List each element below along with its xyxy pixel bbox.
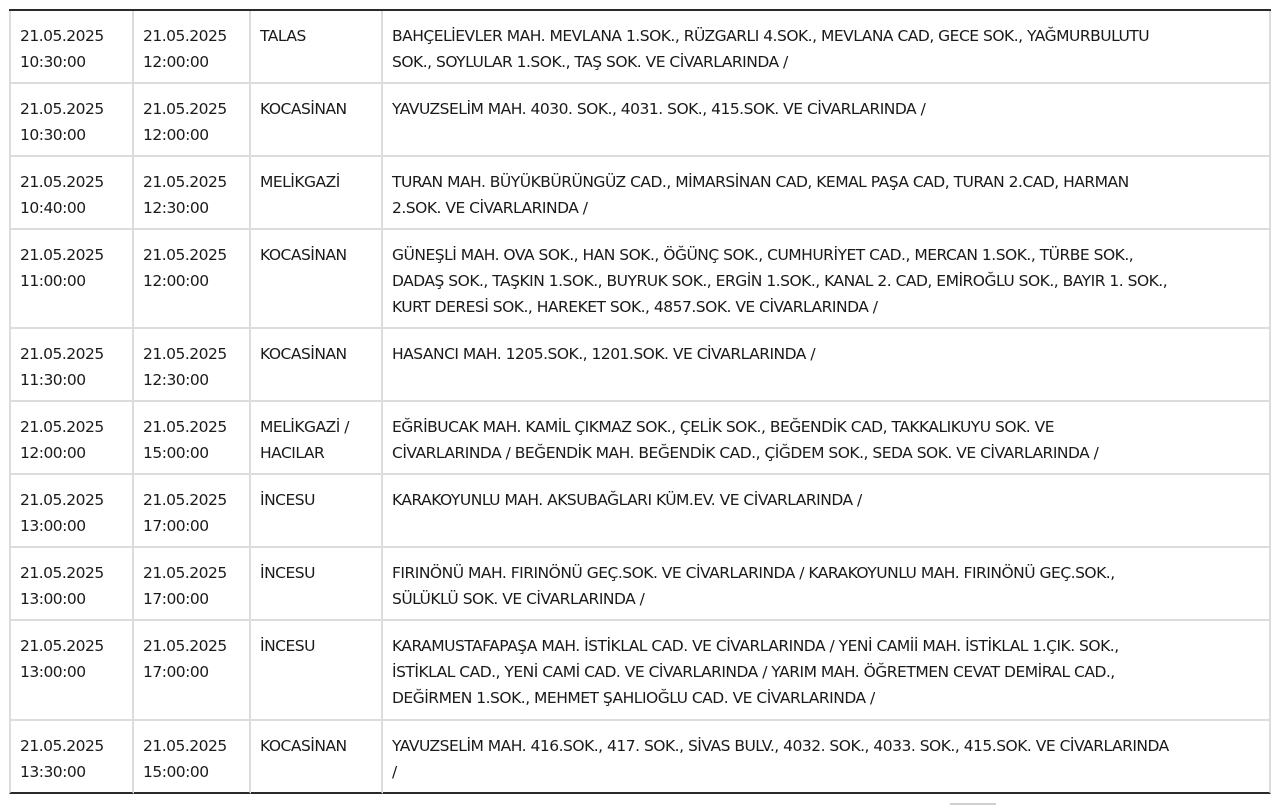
outage-table-body: [9, 11, 1271, 794]
end-time: 12:30:00: [143, 371, 209, 389]
district-cell: [251, 721, 383, 794]
start-datetime-cell: [9, 84, 134, 157]
district-name: KOCASİNAN: [260, 100, 347, 118]
start-date: 21.05.2025: [20, 737, 104, 755]
end-datetime-cell: [134, 230, 251, 329]
affected-area-cell: [383, 84, 1271, 157]
end-datetime-cell: [134, 11, 251, 84]
outage-table: [9, 11, 1271, 794]
end-date: 21.05.2025: [143, 637, 227, 655]
district-name: İNCESU: [260, 564, 315, 582]
affected-area-line: YAVUZSELİM MAH. 4030. SOK., 4031. SOK., 415.SOK. VE CİVARLARINDA /: [392, 100, 926, 118]
affected-area-cell: [383, 721, 1271, 794]
start-time: 13:30:00: [20, 763, 86, 781]
end-time: 17:00:00: [143, 663, 209, 681]
start-time: 13:00:00: [20, 517, 86, 535]
affected-area-line: İSTİKLAL CAD., YENİ CAMİ CAD. VE CİVARLARINDA / YARIM MAH. ÖĞRETMEN CEVAT DEMİRAL CAD.,: [392, 663, 1115, 681]
district-name: KOCASİNAN: [260, 345, 347, 363]
end-date: 21.05.2025: [143, 27, 227, 45]
start-datetime-cell: [9, 402, 134, 475]
start-time: 13:00:00: [20, 663, 86, 681]
end-date: 21.05.2025: [143, 491, 227, 509]
start-time: 10:30:00: [20, 53, 86, 71]
district-cell: [251, 548, 383, 621]
start-date: 21.05.2025: [20, 345, 104, 363]
start-datetime-cell: [9, 157, 134, 230]
district-name: TALAS: [260, 27, 306, 45]
district-cell: [251, 84, 383, 157]
start-date: 21.05.2025: [20, 246, 104, 264]
district-cell: [251, 621, 383, 721]
end-date: 21.05.2025: [143, 100, 227, 118]
affected-area-line: EĞRİBUCAK MAH. KAMİL ÇIKMAZ SOK., ÇELİK SOK., BEĞENDİK CAD, TAKKALIKUYU SOK. VE: [392, 418, 1054, 436]
affected-area-cell: [383, 475, 1271, 548]
start-datetime-cell: [9, 329, 134, 402]
start-time: 11:30:00: [20, 371, 86, 389]
district-cell: [251, 11, 383, 84]
end-date: 21.05.2025: [143, 564, 227, 582]
affected-area-line: FIRINÖNÜ MAH. FIRINÖNÜ GEÇ.SOK. VE CİVARLARINDA / KARAKOYUNLU MAH. FIRINÖNÜ GEÇ.SOK.,: [392, 564, 1115, 582]
end-time: 17:00:00: [143, 517, 209, 535]
affected-area-cell: [383, 230, 1271, 329]
table-row: [9, 230, 1271, 329]
end-datetime-cell: [134, 402, 251, 475]
affected-area-line: HASANCI MAH. 1205.SOK., 1201.SOK. VE CİVARLARINDA /: [392, 345, 816, 363]
affected-area-line: SOK., SOYLULAR 1.SOK., TAŞ SOK. VE CİVARLARINDA /: [392, 53, 788, 71]
affected-area-line: BAHÇELİEVLER MAH. MEVLANA 1.SOK., RÜZGARLI 4.SOK., MEVLANA CAD, GECE SOK., YAĞMURBULUTU: [392, 27, 1150, 45]
start-date: 21.05.2025: [20, 564, 104, 582]
start-time: 13:00:00: [20, 590, 86, 608]
start-datetime-cell: [9, 475, 134, 548]
district-cell: [251, 402, 383, 475]
end-time: 12:00:00: [143, 126, 209, 144]
affected-area-line: DADAŞ SOK., TAŞKIN 1.SOK., BUYRUK SOK., ERGİN 1.SOK., KANAL 2. CAD, EMİROĞLU SOK., BAYIR 1. SOK.,: [392, 272, 1168, 290]
district-cell: [251, 157, 383, 230]
affected-area-line: 2.SOK. VE CİVARLARINDA /: [392, 199, 588, 217]
start-date: 21.05.2025: [20, 637, 104, 655]
affected-area-line: TURAN MAH. BÜYÜKBÜRÜNGÜZ CAD., MİMARSİNAN CAD, KEMAL PAŞA CAD, TURAN 2.CAD, HARMAN: [392, 173, 1129, 191]
affected-area-cell: [383, 402, 1271, 475]
table-row: [9, 621, 1271, 721]
end-datetime-cell: [134, 329, 251, 402]
table-row: [9, 475, 1271, 548]
affected-area-cell: [383, 11, 1271, 84]
affected-area-line: DEĞİRMEN 1.SOK., MEHMET ŞAHLIOĞLU CAD. VE CİVARLARINDA /: [392, 689, 875, 707]
end-time: 15:00:00: [143, 763, 209, 781]
district-cell: [251, 475, 383, 548]
start-datetime-cell: [9, 230, 134, 329]
affected-area-line: KURT DERESİ SOK., HAREKET SOK., 4857.SOK. VE CİVARLARINDA /: [392, 298, 878, 316]
table-row: [9, 329, 1271, 402]
affected-area-line: KARAMUSTAFAPAŞA MAH. İSTİKLAL CAD. VE CİVARLARINDA / YENİ CAMİİ MAH. İSTİKLAL 1.ÇIK. SOK.,: [392, 637, 1119, 655]
start-date: 21.05.2025: [20, 100, 104, 118]
end-date: 21.05.2025: [143, 418, 227, 436]
start-datetime-cell: [9, 11, 134, 84]
scroll-hint-mark: [950, 803, 996, 805]
table-row: [9, 84, 1271, 157]
start-time: 11:00:00: [20, 272, 86, 290]
end-time: 12:00:00: [143, 53, 209, 71]
start-datetime-cell: [9, 721, 134, 794]
affected-area-cell: [383, 621, 1271, 721]
table-row: [9, 548, 1271, 621]
district-name: KOCASİNAN: [260, 737, 347, 755]
start-datetime-cell: [9, 548, 134, 621]
end-datetime-cell: [134, 621, 251, 721]
end-datetime-cell: [134, 548, 251, 621]
affected-area-line: /: [392, 763, 397, 781]
start-date: 21.05.2025: [20, 27, 104, 45]
affected-area-line: KARAKOYUNLU MAH. AKSUBAĞLARI KÜM.EV. VE CİVARLARINDA /: [392, 491, 862, 509]
district-name-2: HACILAR: [260, 444, 325, 462]
affected-area-line: GÜNEŞLİ MAH. OVA SOK., HAN SOK., ÖĞÜNÇ SOK., CUMHURİYET CAD., MERCAN 1.SOK., TÜRBE SOK.,: [392, 246, 1134, 264]
district-name: İNCESU: [260, 491, 315, 509]
start-date: 21.05.2025: [20, 418, 104, 436]
end-datetime-cell: [134, 84, 251, 157]
start-date: 21.05.2025: [20, 173, 104, 191]
end-datetime-cell: [134, 157, 251, 230]
district-cell: [251, 230, 383, 329]
table-row: [9, 11, 1271, 84]
district-name: İNCESU: [260, 637, 315, 655]
district-name: MELİKGAZİ: [260, 173, 340, 191]
end-date: 21.05.2025: [143, 173, 227, 191]
end-time: 12:30:00: [143, 199, 209, 217]
affected-area-line: SÜLÜKLÜ SOK. VE CİVARLARINDA /: [392, 590, 645, 608]
end-time: 12:00:00: [143, 272, 209, 290]
end-datetime-cell: [134, 475, 251, 548]
start-time: 10:30:00: [20, 126, 86, 144]
district-name: KOCASİNAN: [260, 246, 347, 264]
affected-area-line: YAVUZSELİM MAH. 416.SOK., 417. SOK., SİVAS BULV., 4032. SOK., 4033. SOK., 415.SOK. VE CİVARLARINDA: [392, 737, 1169, 755]
end-date: 21.05.2025: [143, 737, 227, 755]
district-name: MELİKGAZİ /: [260, 418, 349, 436]
affected-area-cell: [383, 329, 1271, 402]
table-row: [9, 721, 1271, 794]
end-date: 21.05.2025: [143, 345, 227, 363]
district-cell: [251, 329, 383, 402]
affected-area-cell: [383, 157, 1271, 230]
affected-area-line: CİVARLARINDA / BEĞENDİK MAH. BEĞENDİK CAD., ÇİĞDEM SOK., SEDA SOK. VE CİVARLARINDA /: [392, 444, 1099, 462]
end-time: 17:00:00: [143, 590, 209, 608]
end-date: 21.05.2025: [143, 246, 227, 264]
start-date: 21.05.2025: [20, 491, 104, 509]
end-time: 15:00:00: [143, 444, 209, 462]
affected-area-cell: [383, 548, 1271, 621]
table-row: [9, 402, 1271, 475]
end-datetime-cell: [134, 721, 251, 794]
start-time: 10:40:00: [20, 199, 86, 217]
start-datetime-cell: [9, 621, 134, 721]
start-time: 12:00:00: [20, 444, 86, 462]
table-row: [9, 157, 1271, 230]
